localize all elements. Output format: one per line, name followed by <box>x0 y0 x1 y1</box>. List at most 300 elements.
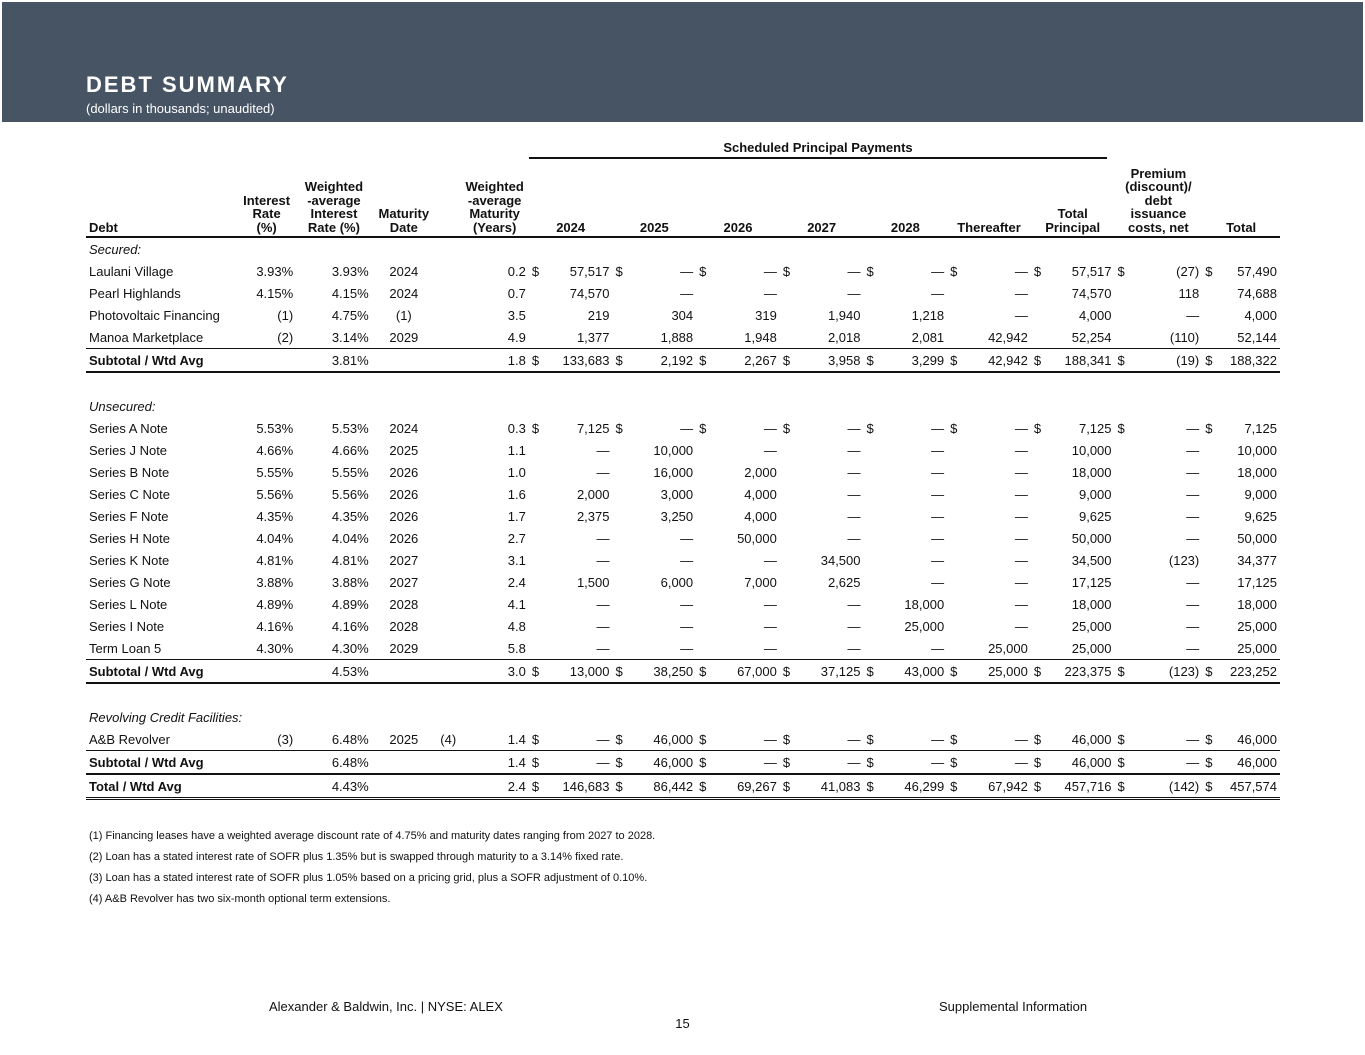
amount-tp: 188,341 <box>1047 349 1114 373</box>
dollar-sign <box>864 505 880 527</box>
footer-section: Supplemental Information <box>939 999 1088 1014</box>
amount-p2024: 219 <box>587 307 610 323</box>
dollar-sign <box>1115 571 1131 593</box>
wa-interest-rate: 4.66% <box>331 442 369 458</box>
debt-name: Subtotal / Wtd Avg <box>86 660 237 684</box>
amount-pth: — <box>1014 263 1028 279</box>
amount-pth: — <box>963 751 1030 775</box>
wa-interest-rate: 4.35% <box>331 508 369 524</box>
amount-p2024: 2,000 <box>576 486 610 502</box>
table-row <box>86 417 1280 439</box>
col-header-total-principal: Total Principal <box>1031 162 1115 237</box>
debt-name: Series B Note <box>89 464 170 480</box>
amount-total: 9,625 <box>1244 508 1277 524</box>
amount-tp: 46,000 <box>1071 731 1112 747</box>
dollar-sign <box>1115 527 1131 549</box>
dollar-sign <box>1031 282 1047 304</box>
interest-rate <box>237 349 296 373</box>
dollar-sign: $ <box>780 774 796 799</box>
dollar-sign <box>864 571 880 593</box>
col-header-2024: 2024 <box>529 162 613 237</box>
dollar-sign <box>1031 637 1047 660</box>
wa-maturity: 1.4 <box>507 731 526 747</box>
dollar-sign <box>864 637 880 660</box>
dollar-sign: $ <box>1202 774 1218 799</box>
debt-name: Series H Note <box>89 530 170 546</box>
dollar-sign: $ <box>615 420 623 436</box>
dollar-sign <box>947 439 963 461</box>
table-row <box>86 593 1280 615</box>
amount-prem: — <box>1186 442 1200 458</box>
amount-p2028: — <box>931 530 945 546</box>
dollar-sign: $ <box>1115 751 1131 775</box>
amount-p2028: — <box>880 751 947 775</box>
debt-name: Total / Wtd Avg <box>86 774 237 799</box>
amount-pth: 42,942 <box>963 349 1030 373</box>
dollar-sign <box>1202 304 1218 326</box>
amount-prem: (123) <box>1131 660 1202 684</box>
debt-name: Series A Note <box>89 420 168 436</box>
dollar-sign <box>696 326 712 349</box>
amount-p2024: — <box>596 464 610 480</box>
amount-p2027: — <box>847 618 861 634</box>
dollar-sign: $ <box>615 263 623 279</box>
dollar-sign <box>947 505 963 527</box>
amount-p2026: — <box>763 618 777 634</box>
amount-total: 4,000 <box>1244 307 1277 323</box>
debt-name: Series L Note <box>89 596 168 612</box>
amount-p2027: 3,958 <box>796 349 863 373</box>
dollar-sign <box>1115 439 1131 461</box>
subtotal-row <box>86 751 1280 775</box>
amount-total: 17,125 <box>1237 574 1277 590</box>
interest-rate <box>237 660 296 684</box>
amount-total: 10,000 <box>1237 442 1277 458</box>
maturity-note <box>436 505 460 527</box>
dollar-sign <box>864 282 880 304</box>
amount-total: 74,688 <box>1237 285 1277 301</box>
spacer-row <box>86 683 1280 706</box>
amount-p2027: 37,125 <box>796 660 863 684</box>
dollar-sign <box>864 549 880 571</box>
amount-p2028: 25,000 <box>904 618 945 634</box>
dollar-sign <box>1202 505 1218 527</box>
amount-pth: — <box>1014 285 1028 301</box>
maturity-date <box>372 751 436 775</box>
dollar-sign <box>1031 439 1047 461</box>
dollar-sign: $ <box>866 420 874 436</box>
maturity-note <box>436 774 460 799</box>
amount-p2027: — <box>847 285 861 301</box>
maturity-note <box>436 439 460 461</box>
col-header-wa-maturity: Weighted -average Maturity (Years) <box>460 162 528 237</box>
dollar-sign: $ <box>1202 660 1218 684</box>
subtotal-row <box>86 349 1280 373</box>
maturity-date: 2029 <box>389 640 419 656</box>
amount-prem: — <box>1186 530 1200 546</box>
interest-rate: 4.35% <box>256 508 294 524</box>
maturity-note <box>436 615 460 637</box>
dollar-sign: $ <box>1031 660 1047 684</box>
dollar-sign <box>947 571 963 593</box>
debt-name: Manoa Marketplace <box>89 329 204 345</box>
dollar-sign <box>612 282 628 304</box>
dollar-sign <box>612 483 628 505</box>
interest-rate: (3) <box>277 731 294 747</box>
maturity-note <box>436 751 460 775</box>
section-label-row <box>86 395 1280 417</box>
debt-name: Subtotal / Wtd Avg <box>86 751 237 775</box>
dollar-sign <box>612 527 628 549</box>
dollar-sign <box>947 637 963 660</box>
amount-p2026: 4,000 <box>744 508 777 524</box>
amount-p2025: — <box>680 420 694 436</box>
table-row <box>86 728 1280 751</box>
dollar-sign <box>1202 439 1218 461</box>
dollar-sign: $ <box>612 751 628 775</box>
amount-prem: — <box>1186 307 1200 323</box>
interest-rate <box>237 774 296 799</box>
dollar-sign <box>696 527 712 549</box>
dollar-sign: $ <box>529 774 545 799</box>
amount-p2026: — <box>712 751 779 775</box>
wa-interest-rate: 4.81% <box>331 552 369 568</box>
amount-p2026: — <box>763 640 777 656</box>
amount-p2026: — <box>763 552 777 568</box>
interest-rate: 4.16% <box>256 618 294 634</box>
dollar-sign <box>529 304 545 326</box>
amount-p2026: — <box>763 596 777 612</box>
dollar-sign: $ <box>1033 263 1042 279</box>
amount-prem: — <box>1186 420 1200 436</box>
amount-total: 18,000 <box>1237 464 1277 480</box>
dollar-sign <box>1031 461 1047 483</box>
dollar-sign <box>529 615 545 637</box>
dollar-sign: $ <box>950 731 958 747</box>
maturity-note <box>436 349 460 373</box>
footnote-1: (1) Financing leases have a weighted average discount rate of 4.75% and maturity dates ranging from 2027 to 2028. <box>89 830 656 842</box>
interest-rate: 3.88% <box>256 574 294 590</box>
maturity-note <box>436 417 460 439</box>
amount-p2027: 1,940 <box>827 307 861 323</box>
col-header-premium: Premium (discount)/ debt issuance costs, net <box>1115 162 1203 237</box>
amount-total: 18,000 <box>1237 596 1277 612</box>
maturity-note <box>436 527 460 549</box>
dollar-sign <box>780 615 796 637</box>
wa-maturity: 3.0 <box>460 660 528 684</box>
amount-p2024: — <box>596 731 610 747</box>
dollar-sign <box>1031 304 1047 326</box>
amount-prem: — <box>1131 751 1202 775</box>
debt-name: A&B Revolver <box>89 731 170 747</box>
col-header-debt: Debt <box>86 162 237 237</box>
dollar-sign: $ <box>1202 751 1218 775</box>
interest-rate: 5.55% <box>256 464 294 480</box>
amount-tp: 46,000 <box>1047 751 1114 775</box>
amount-p2028: — <box>931 442 945 458</box>
dollar-sign <box>947 615 963 637</box>
maturity-note <box>436 549 460 571</box>
dollar-sign: $ <box>864 774 880 799</box>
amount-total: 9,000 <box>1244 486 1277 502</box>
interest-rate: 4.89% <box>256 596 294 612</box>
wa-maturity: 1.6 <box>507 486 526 502</box>
dollar-sign <box>1115 461 1131 483</box>
amount-tp: 18,000 <box>1071 464 1112 480</box>
dollar-sign <box>864 461 880 483</box>
dollar-sign <box>864 593 880 615</box>
dollar-sign <box>1202 593 1218 615</box>
wa-maturity: 4.1 <box>507 596 526 612</box>
amount-p2027: — <box>847 486 861 502</box>
amount-p2024: 57,517 <box>569 263 610 279</box>
dollar-sign <box>696 593 712 615</box>
dollar-sign <box>529 549 545 571</box>
dollar-sign: $ <box>612 349 628 373</box>
dollar-sign: $ <box>780 349 796 373</box>
amount-p2028: — <box>931 486 945 502</box>
debt-name: Pearl Highlands <box>89 285 181 301</box>
dollar-sign <box>947 304 963 326</box>
wa-maturity: 1.7 <box>507 508 526 524</box>
wa-interest-rate: 5.56% <box>331 486 369 502</box>
amount-prem: (19) <box>1131 349 1202 373</box>
dollar-sign <box>696 439 712 461</box>
debt-name: Laulani Village <box>89 263 174 279</box>
table-row <box>86 326 1280 349</box>
amount-prem: (27) <box>1176 263 1200 279</box>
amount-tp: 457,716 <box>1047 774 1114 799</box>
dollar-sign <box>612 549 628 571</box>
amount-tp: 25,000 <box>1071 618 1112 634</box>
amount-p2026: 69,267 <box>712 774 779 799</box>
table-row <box>86 461 1280 483</box>
dollar-sign <box>529 326 545 349</box>
dollar-sign <box>780 304 796 326</box>
amount-p2028: 2,081 <box>911 329 945 345</box>
col-header-maturity-date: Maturity Date <box>372 162 436 237</box>
amount-p2028: 1,218 <box>911 307 945 323</box>
amount-p2024: 146,683 <box>545 774 612 799</box>
dollar-sign <box>612 439 628 461</box>
maturity-note <box>436 326 460 349</box>
maturity-date: (1) <box>395 307 412 323</box>
amount-p2027: — <box>847 442 861 458</box>
dollar-sign <box>780 549 796 571</box>
interest-rate: 3.93% <box>256 263 294 279</box>
wa-interest-rate: 6.48% <box>331 731 369 747</box>
footnotes <box>89 826 655 910</box>
amount-tp: 223,375 <box>1047 660 1114 684</box>
debt-name: Series J Note <box>89 442 168 458</box>
amount-p2026: 50,000 <box>737 530 777 546</box>
interest-rate: 4.66% <box>256 442 294 458</box>
wa-maturity: 2.4 <box>460 774 528 799</box>
dollar-sign <box>1031 593 1047 615</box>
col-header-2028: 2028 <box>864 162 948 237</box>
amount-p2024: — <box>596 596 610 612</box>
dollar-sign <box>947 282 963 304</box>
dollar-sign: $ <box>1115 774 1131 799</box>
amount-p2026: 2,000 <box>744 464 777 480</box>
amount-pth: — <box>1014 508 1028 524</box>
amount-p2025: 16,000 <box>653 464 694 480</box>
footer-company: Alexander & Baldwin, Inc. | NYSE: ALEX <box>269 999 503 1014</box>
wa-maturity: 1.1 <box>507 442 526 458</box>
footnote-2: (2) Loan has a stated interest rate of SOFR plus 1.35% but is swapped through maturity to a 3.14% fixed rate. <box>89 851 624 863</box>
amount-p2025: — <box>680 552 694 568</box>
dollar-sign <box>1202 549 1218 571</box>
dollar-sign <box>612 326 628 349</box>
amount-p2025: 10,000 <box>653 442 694 458</box>
spacer-cell <box>86 683 1280 706</box>
amount-p2024: 7,125 <box>576 420 610 436</box>
dollar-sign <box>780 326 796 349</box>
dollar-sign <box>529 505 545 527</box>
page-number: 15 <box>675 1016 690 1031</box>
dollar-sign <box>947 527 963 549</box>
amount-p2027: — <box>847 596 861 612</box>
dollar-sign: $ <box>615 731 623 747</box>
amount-p2027: — <box>847 464 861 480</box>
amount-p2027: 41,083 <box>796 774 863 799</box>
dollar-sign <box>696 549 712 571</box>
dollar-sign <box>1031 505 1047 527</box>
amount-tp: 7,125 <box>1078 420 1112 436</box>
amount-pth: — <box>1014 307 1028 323</box>
amount-p2025: — <box>680 285 694 301</box>
dollar-sign: $ <box>696 349 712 373</box>
dollar-sign: $ <box>1117 731 1125 747</box>
amount-total: 52,144 <box>1237 329 1277 345</box>
grand-total-row <box>86 774 1280 799</box>
amount-p2024: — <box>596 640 610 656</box>
amount-pth: — <box>1014 552 1028 568</box>
wa-interest-rate: 4.16% <box>331 618 369 634</box>
amount-pth: — <box>1014 464 1028 480</box>
dollar-sign <box>529 527 545 549</box>
dollar-sign <box>780 282 796 304</box>
amount-total: 50,000 <box>1237 530 1277 546</box>
amount-pth: — <box>1014 486 1028 502</box>
dollar-sign: $ <box>531 263 540 279</box>
amount-prem: — <box>1186 731 1200 747</box>
debt-name: Subtotal / Wtd Avg <box>86 349 237 373</box>
dollar-sign <box>780 593 796 615</box>
amount-p2028: 46,299 <box>880 774 947 799</box>
amount-p2026: 319 <box>755 307 777 323</box>
amount-p2028: 43,000 <box>880 660 947 684</box>
dollar-sign <box>1115 593 1131 615</box>
dollar-sign: $ <box>864 751 880 775</box>
col-header-2026: 2026 <box>696 162 780 237</box>
wa-interest-rate: 3.81% <box>296 349 372 373</box>
dollar-sign: $ <box>1033 420 1042 436</box>
dollar-sign: $ <box>864 660 880 684</box>
dollar-sign <box>1202 483 1218 505</box>
dollar-sign: $ <box>699 263 707 279</box>
wa-interest-rate: 6.48% <box>296 751 372 775</box>
interest-rate: (1) <box>277 307 294 323</box>
amount-prem: — <box>1186 486 1200 502</box>
dollar-sign <box>1115 637 1131 660</box>
maturity-note <box>436 637 460 660</box>
amount-p2025: 46,000 <box>629 751 696 775</box>
page-title: DEBT SUMMARY <box>86 72 289 97</box>
dollar-sign: $ <box>950 263 958 279</box>
dollar-sign: $ <box>612 774 628 799</box>
amount-pth: 25,000 <box>988 640 1028 656</box>
amount-p2027: 2,018 <box>827 329 861 345</box>
maturity-note <box>436 461 460 483</box>
table-row <box>86 260 1280 282</box>
maturity-date: 2028 <box>389 618 419 634</box>
amount-prem: — <box>1186 464 1200 480</box>
maturity-date: 2024 <box>389 263 419 279</box>
amount-p2027: 2,625 <box>827 574 861 590</box>
dollar-sign <box>780 637 796 660</box>
amount-p2025: 86,442 <box>629 774 696 799</box>
dollar-sign: $ <box>947 660 963 684</box>
wa-maturity: 0.7 <box>507 285 526 301</box>
amount-total: 57,490 <box>1237 263 1277 279</box>
amount-tp: 10,000 <box>1071 442 1112 458</box>
dollar-sign <box>864 483 880 505</box>
wa-interest-rate: 4.30% <box>331 640 369 656</box>
dollar-sign <box>696 282 712 304</box>
dollar-sign <box>696 461 712 483</box>
wa-interest-rate: 4.53% <box>296 660 372 684</box>
amount-total: 46,000 <box>1237 731 1277 747</box>
amount-tp: 17,125 <box>1071 574 1112 590</box>
amount-p2027: — <box>847 508 861 524</box>
dollar-sign: $ <box>1117 263 1125 279</box>
amount-prem: — <box>1186 508 1200 524</box>
dollar-sign <box>1115 304 1131 326</box>
maturity-date: 2028 <box>389 596 419 612</box>
dollar-sign <box>1031 549 1047 571</box>
dollar-sign: $ <box>1115 660 1131 684</box>
footnote-4: (4) A&B Revolver has two six-month optional term extensions. <box>89 893 391 905</box>
amount-pth: — <box>1014 420 1028 436</box>
wa-maturity: 4.9 <box>507 329 526 345</box>
maturity-note <box>436 571 460 593</box>
debt-name: Series I Note <box>89 618 165 634</box>
amount-pth: — <box>1014 442 1028 458</box>
wa-interest-rate: 3.88% <box>331 574 369 590</box>
amount-tp: 52,254 <box>1071 329 1112 345</box>
amount-total: 34,377 <box>1237 552 1277 568</box>
dollar-sign: $ <box>1205 420 1213 436</box>
dollar-sign: $ <box>1031 349 1047 373</box>
dollar-sign: $ <box>696 660 712 684</box>
amount-prem: — <box>1186 596 1200 612</box>
debt-summary-table <box>86 162 1280 800</box>
amount-p2026: 67,000 <box>712 660 779 684</box>
amount-p2025: — <box>680 640 694 656</box>
dollar-sign <box>1202 637 1218 660</box>
amount-p2027: — <box>847 731 861 747</box>
interest-rate: 5.56% <box>256 486 294 502</box>
amount-p2025: 38,250 <box>629 660 696 684</box>
dollar-sign <box>864 615 880 637</box>
wa-interest-rate: 4.75% <box>331 307 369 323</box>
dollar-sign <box>612 571 628 593</box>
dollar-sign <box>780 505 796 527</box>
wa-maturity: 1.0 <box>507 464 526 480</box>
dollar-sign <box>864 326 880 349</box>
maturity-date: 2026 <box>389 486 419 502</box>
